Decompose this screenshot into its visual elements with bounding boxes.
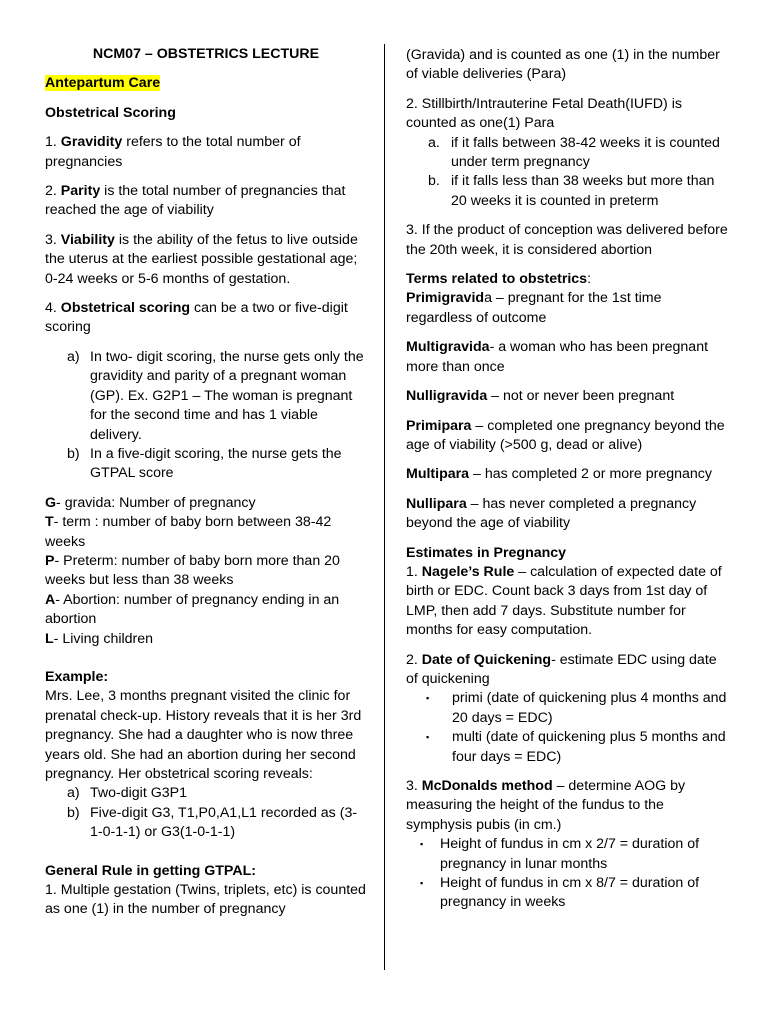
date-of-quickening: 2. Date of Quickening- estimate EDC using date of quickening [406,651,717,687]
bullet-icon: ▪ [426,693,430,704]
terms-heading-line: Terms related to obstetrics: [406,271,592,288]
list-item: ▪ primi (date of quickening plus 4 months and 20 days = EDC) [426,690,727,726]
parity-paragraph: 2. Parity is the total number of pregnancies that reached the age of viability [45,183,346,219]
term-nullipara: Nullipara – has never completed a pregnancy beyond the age of viability [406,495,697,532]
list-item: a) In two- digit scoring, the nurse gets only the gravidity and parity of a pregnant woman (GP). Ex. G2P1 – The woman is pregnant for the second time and has 1 viable delivery. [67,348,364,443]
list-item: ▪ Height of fundus in cm x 2/7 = duration of pregnancy in lunar months [420,836,700,872]
quickening-list [406,689,730,767]
list-item: a) Two-digit G3P1 [67,785,187,802]
term-multigravida: Multigravida- a woman who has been pregnant more than once [406,339,709,375]
obstetrical-scoring-heading: Obstetrical Scoring [45,104,176,121]
term-multipara: Multipara – has completed 2 or more pregnancy [406,466,712,483]
rule-heading: General Rule in getting GTPAL: [45,862,256,879]
list-item: b) Five-digit G3, T1,P0,A1,L1 recorded as (3-1-0-1-1) or G3(1-0-1-1) [67,804,358,841]
nagele-rule: 1. Nagele’s Rule – calculation of expected date of birth or EDC. Count back 3 days from 1st day of LMP, then add 7 days. Substitute number for months for easy computation. [406,563,722,639]
example-heading: Example: [45,668,109,685]
rule-3: 3. If the product of conception was delivered before the 20th week, it is considered abortion [406,222,728,258]
bullet-icon: ▪ [420,878,424,889]
column-divider [384,44,385,970]
left-column [45,45,367,930]
rule-2-list [406,134,730,212]
term-primipara: Primipara – completed one pregnancy beyond the age of viability (>500 g, dead or alive) [406,417,725,453]
estimates-heading: Estimates in Pregnancy [406,544,567,561]
viability-paragraph: 3. Viability is the ability of the fetus to live outside the uterus at the earliest possible gestational age; 0-24 weeks or 5-6 months of gestation. [45,231,358,287]
list-item: ▪ multi (date of quickening plus 5 months and four days = EDC) [426,729,726,765]
rule-2: 2. Stillbirth/Intrauterine Fetal Death(IUFD) is counted as one(1) Para [406,95,682,132]
example-text: Mrs. Lee, 3 months pregnant visited the clinic for prenatal check-up. History reveals that it is her 3rd pregnancy. She had a daughter who is now three years old. She had an abortion during her second pregnancy. Her obstetrical scoring reveals: [45,688,362,782]
scoring-list [45,348,367,484]
rule-1-continued: (Gravida) and is counted as one (1) in the number of viable deliveries (Para) [406,47,720,83]
mcdonalds-list [406,835,730,913]
antepartum-heading: Antepartum Care [45,75,161,92]
section-highlight [45,74,367,93]
list-item: ▪ Height of fundus in cm x 8/7 = duration of pregnancy in weeks [420,875,700,911]
estimates-heading-line [406,544,730,563]
list-item: b. if it falls less than 38 weeks but more than 20 weeks it is counted in preterm [428,173,715,209]
gravidity-paragraph: 1. Gravidity refers to the total number of pregnancies [45,134,301,170]
rule-block [45,862,367,920]
bullet-icon: ▪ [426,732,430,743]
list-item: a. if it falls between 38-42 weeks it is counted under term pregnancy [428,134,720,171]
list-item: b) In a five-digit scoring, the nurse gets the GTPAL score [67,445,342,482]
gtpal-definitions: G- gravida: Number of pregnancy T- term : number of baby born between 38-42 weeks P- Preterm: number of baby born more than 20 weeks but less than 38 weeks A- Abortion: number of pregnancy ending in an abortion L- Living children [45,494,340,647]
term-primigravida: Primigravida – pregnant for the 1st time regardless of outcome [406,290,662,326]
right-column [406,46,730,923]
rule-1: 1. Multiple gestation (Twins, triplets, etc) is counted as one (1) in the number of pregnancy [45,882,366,918]
term-nulligravida: Nulligravida – not or never been pregnant [406,388,675,405]
example-block [45,668,367,784]
bullet-icon: ▪ [420,839,424,850]
section-heading [45,104,367,123]
mcdonalds-method: 3. McDonalds method – determine AOG by measuring the height of the fundus to the symphysis pubis (in cm.) [406,778,686,833]
example-list [45,784,367,842]
page-title: NCM07 – OBSTETRICS LECTURE [92,46,320,62]
scoring-paragraph: 4. Obstetrical scoring can be a two or five-digit scoring [45,300,348,336]
terms-heading: Terms related to obstetrics [406,271,588,288]
